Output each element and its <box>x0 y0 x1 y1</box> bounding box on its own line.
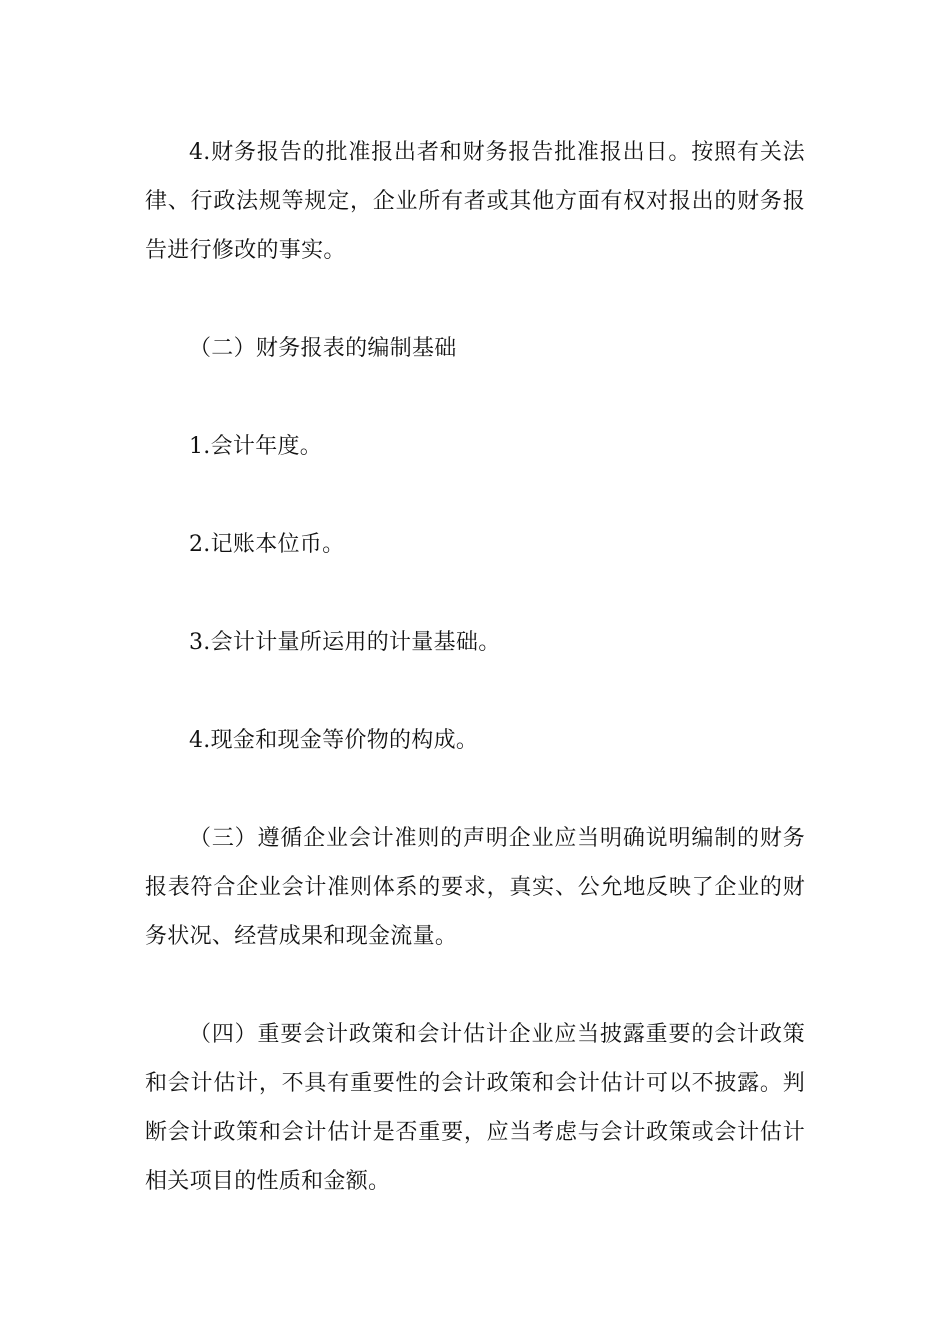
list-item-measurement-basis: 3.会计计量所运用的计量基础。 <box>189 630 501 655</box>
list-item-cash-equivalents: 4.现金和现金等价物的构成。 <box>189 728 479 753</box>
document-body <box>145 128 805 1255</box>
paragraph-compliance-statement: （三）遵循企业会计准则的声明企业应当明确说明编制的财务报表符合企业会计准则体系的要求，真实、公允地反映了企业的财务状况、经营成果和现金流量。 <box>145 826 805 949</box>
list-item-functional-currency: 2.记账本位币。 <box>189 532 345 557</box>
paragraph-approval-info: 4.财务报告的批准报出者和财务报告批准报出日。按照有关法律、行政法规等规定，企业所有者或其他方面有权对报出的财务报告进行修改的事实。 <box>145 140 805 263</box>
paragraph-accounting-policies: （四）重要会计政策和会计估计企业应当披露重要的会计政策和会计估计，不具有重要性的会计政策和会计估计可以不披露。判断会计政策和会计估计是否重要，应当考虑与会计政策或会计估计相关项目的性质和金额。 <box>145 1022 805 1194</box>
list-item-accounting-year: 1.会计年度。 <box>189 434 323 459</box>
section-heading-preparation-basis: （二）财务报表的编制基础 <box>189 336 457 361</box>
